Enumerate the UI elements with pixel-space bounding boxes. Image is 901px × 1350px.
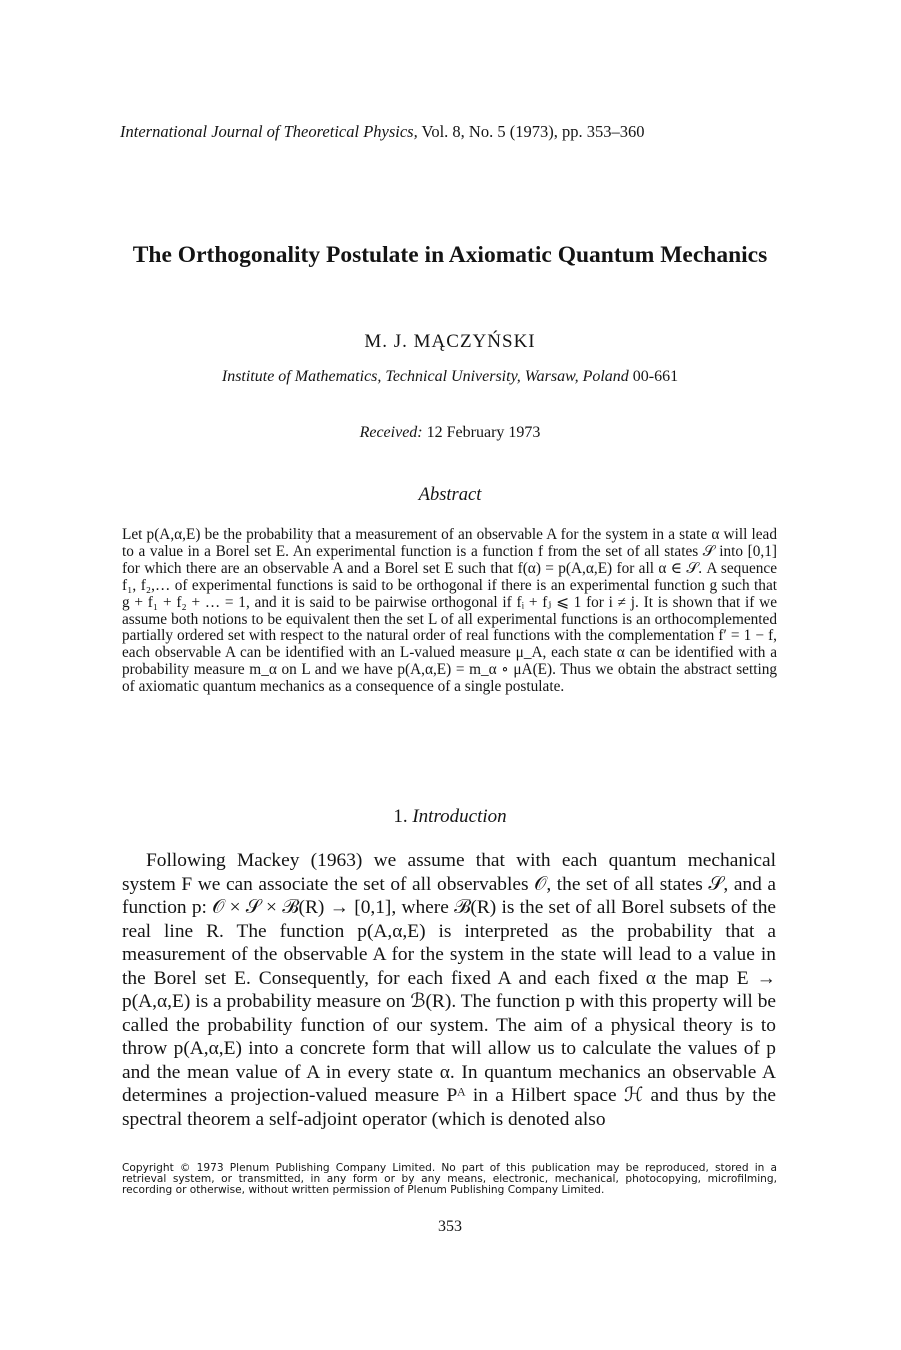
introduction-paragraph: Following Mackey (1963) we assume that with each quantum mechanical system F we can associate the set of all observables 𝒪, the set of all states 𝒮, and a function p: 𝒪 × 𝒮 × ℬ(R) → [0,1], where ℬ(R) is the set of all Borel subsets of the real line R. The function p(A,α,E) is interpreted as the probability that a measurement of the observable A for the system in the state will lead to a value in the Borel set E. Consequently, for each fixed A and each fixed α the map E → p(A,α,E) is a probability measure on ℬ(R). The function p with this property will be called the probability function of our system. The aim of a physical theory is to throw p(A,α,E) into a concrete form that will allow us to calculate the values of p and the mean value of A in every state α. In quantum mechanics an observable A determines a projection-valued measure Pᴬ in a Hilbert space ℋ and thus by the spectral theorem a self-adjoint operator (which is denoted also: [122, 850, 776, 1130]
abstract-text: Let p(A,α,E) be the probability that a measurement of an observable A for the system in a state α will lead to a value in a Borel set E. An experimental function is a function f from the set of all states 𝒮 into [0,1] for which there are an observable A and a Borel set E such that f(α) = p(A,α,E) for all α ∈ 𝒮. A sequence f₁, f₂,… of experimental functions is said to be orthogonal if there is an experimental function g such that g + f₁ + f₂ + … = 1, and it is said to be pairwise orthogonal if fᵢ + fⱼ ⩽ 1 for i ≠ j. It is shown that if we assume both notions to be equivalent then the set L of all experimental functions is an orthocomplemented partially ordered set with respect to the natural order of real functions with the complementation f′ = 1 − f, each observable A can be identified with an L-valued measure μ_A, each state α can be identified with a probability measure m_α on L and we have p(A,α,E) = m_α ∘ μA(E). Thus we obtain the abstract setting of axiomatic quantum mechanics as a consequence of a single postulate.: [122, 526, 777, 696]
journal-details: Vol. 8, No. 5 (1973), pp. 353–360: [417, 122, 645, 141]
author-affiliation: [100, 368, 800, 386]
abstract-heading: Abstract: [418, 485, 482, 505]
received-label: Received:: [359, 424, 423, 441]
article-title: The Orthogonality Postulate in Axiomatic Quantum Mechanics: [132, 242, 768, 268]
affiliation-institution: Institute of Mathematics, Technical University, Warsaw, Poland: [221, 368, 629, 385]
received-date: [100, 424, 800, 442]
affiliation-code: 00-661: [628, 368, 679, 385]
section-number: 1.: [393, 806, 413, 827]
section-title: Introduction: [412, 806, 507, 827]
received-value: 12 February 1973: [422, 424, 541, 441]
author-name: M. J. MĄCZYŃSKI: [364, 331, 536, 352]
journal-name: International Journal of Theoretical Physics,: [120, 122, 418, 141]
section-heading: [100, 806, 800, 828]
copyright-notice: Copyright © 1973 Plenum Publishing Company Limited. No part of this publication may be reproduced, stored in a retrieval system, or transmitted, in any form or by any means, electronic, mechanical, photocopying, microfilming, recording or otherwise, without written permission of Plenum Publishing Company Limited.: [122, 1162, 777, 1197]
page-number: 353: [438, 1218, 462, 1235]
journal-citation: [120, 122, 820, 142]
